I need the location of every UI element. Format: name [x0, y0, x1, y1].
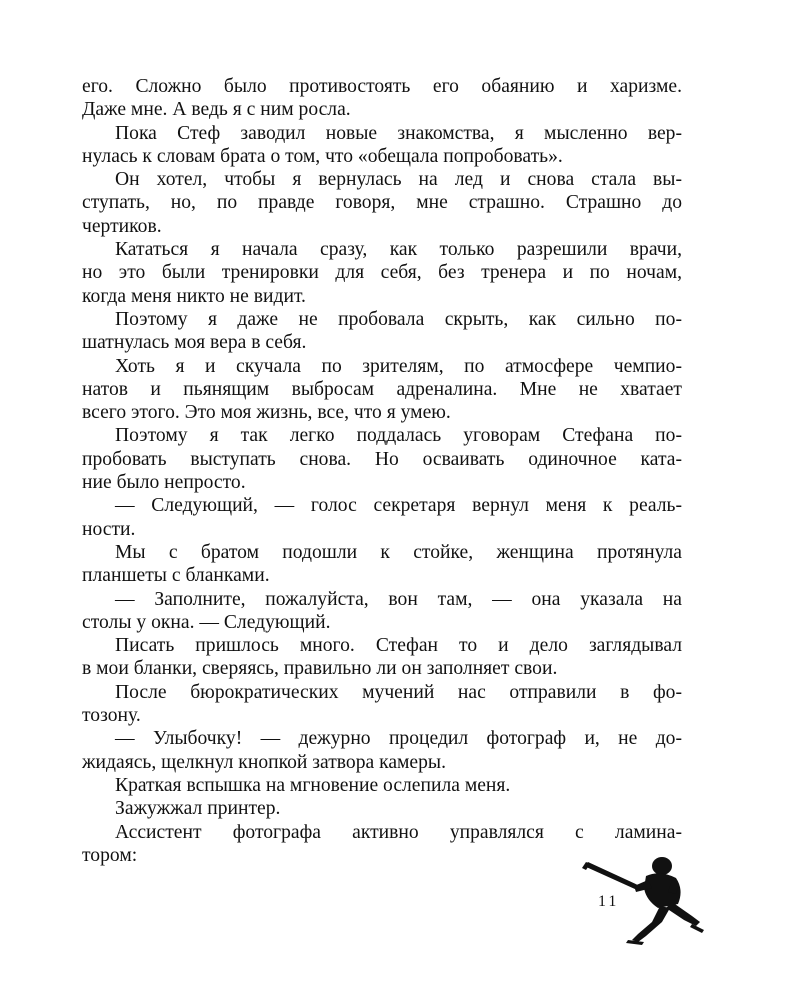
text-line: Поэтому я так легко поддалась уговорам Стефана по-: [115, 425, 682, 447]
text-line: Хоть я и скучала по зрителям, по атмосфере чемпио-: [115, 355, 682, 377]
text-line: в мои бланки, сверяясь, правильно ли он заполняет свои.: [82, 658, 558, 680]
text-line: Ассистент фотографа активно управлялся с ламина-: [115, 821, 682, 843]
text-line: тором:: [82, 844, 138, 866]
text-line: ние было непросто.: [82, 472, 246, 494]
hockey-player-icon: [580, 850, 705, 945]
text-line: чертиков.: [82, 215, 162, 237]
text-line: — Следующий, — голос секретаря вернул меня к реаль-: [115, 495, 682, 517]
text-line: После бюрократических мучений нас отправили в фо-: [115, 681, 682, 703]
text-line: шатнулась моя вера в себя.: [82, 332, 307, 354]
text-line: Даже мне. А ведь я с ним росла.: [82, 99, 351, 121]
text-line: его. Сложно было противостоять его обаянию и харизме.: [82, 76, 682, 97]
text-line: Поэтому я даже не пробовала скрыть, как сильно по-: [115, 308, 682, 330]
text-line: планшеты с бланками.: [82, 565, 270, 587]
page-number: 11: [598, 893, 620, 910]
text-line: — Заполните, пожалуйста, вон там, — она указала на: [115, 588, 682, 610]
text-line: — Улыбочку! — дежурно процедил фотограф и, не до-: [115, 728, 682, 750]
text-line: Он хотел, чтобы я вернулась на лед и снова стала вы-: [115, 169, 682, 191]
text-line: ности.: [82, 518, 136, 540]
text-line: ступать, но, по правде говоря, мне страшно. Страшно до: [82, 192, 682, 214]
text-line: когда меня никто не видит.: [82, 285, 306, 307]
page-body-text: [82, 75, 682, 867]
text-line: Краткая вспышка на мгновение ослепила меня.: [115, 774, 511, 796]
text-line: Пока Стеф заводил новые знакомства, я мысленно вер-: [115, 122, 682, 144]
text-line: тозону.: [82, 705, 141, 727]
text-line: но это были тренировки для себя, без тренера и по ночам,: [82, 262, 682, 284]
text-line: жидаясь, щелкнул кнопкой затвора камеры.: [82, 751, 446, 773]
text-line: Кататься я начала сразу, как только разрешили врачи,: [115, 239, 682, 261]
text-line: пробовать выступать снова. Но осваивать одиночное ката-: [82, 448, 682, 470]
text-line: Мы с братом подошли к стойке, женщина протянула: [115, 541, 682, 563]
text-line: Зажужжал принтер.: [115, 798, 281, 820]
text-line: всего этого. Это моя жизнь, все, что я умею.: [82, 402, 451, 424]
text-line: нулась к словам брата о том, что «обещала попробовать».: [82, 145, 563, 167]
text-line: столы у окна. — Следующий.: [82, 611, 331, 633]
text-line: Писать пришлось много. Стефан то и дело заглядывал: [115, 635, 682, 657]
text-line: натов и пьянящим выбросам адреналина. Мне не хватает: [82, 378, 682, 400]
